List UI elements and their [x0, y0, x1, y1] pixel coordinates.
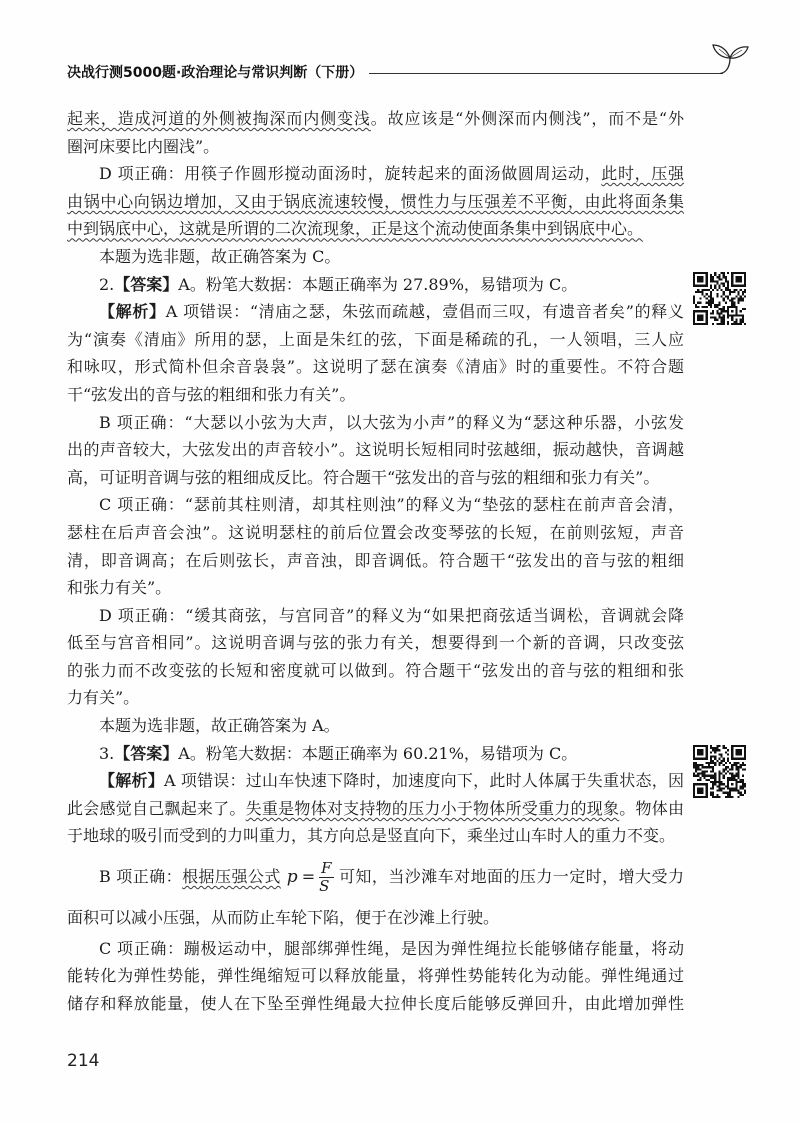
text-line: 干“弦发出的音与弦的粗细和张力有关”。	[67, 384, 356, 404]
paragraph	[67, 712, 684, 740]
question-number: 2.	[99, 274, 115, 294]
paragraph	[67, 105, 684, 160]
text-line	[67, 767, 684, 795]
paragraph	[67, 491, 684, 601]
text-line	[67, 298, 684, 326]
answer-label: 【答案】	[114, 274, 179, 294]
underlined-text: 失重是物体对支持物的压力小于物体所受重力的现象	[245, 798, 620, 818]
analysis-label: 【解析】	[99, 771, 164, 791]
text-run: A 项错误：“清庙之瑟，朱弦而疏越，壹倡而三叹，有遗音者矣”的释义	[165, 302, 684, 322]
text-line	[67, 850, 684, 904]
page-number: 214	[67, 1051, 100, 1071]
answer-label: 【答案】	[114, 743, 179, 763]
text-line: 的张力而不改变弦的长短和密度就可以做到。符合题干“弦发出的音与弦的粗细和张	[67, 660, 684, 680]
qr-code	[693, 272, 746, 325]
text-line: C 项正确：蹦极运动中，腿部绑弹性绳，是因为弹性绳拉长能够储存能量，将动	[99, 938, 684, 958]
text-line: 低至与宫音相同”。这说明音调与弦的张力有关，想要得到一个新的音调，只改变弦	[67, 633, 684, 653]
formula-equals: =	[301, 867, 316, 887]
underlined-text: 中到锅底中心，这就是所谓的二次流现象，正是这个流动使面条集中到锅底中心。	[67, 219, 644, 239]
underlined-text: 根据压强公式	[182, 867, 281, 887]
text-run: D 项正确：用筷子作圆形搅动面汤时，旋转起来的面汤做圆周运动，	[99, 164, 602, 184]
header-rule	[369, 73, 723, 74]
pressure-formula	[286, 859, 334, 896]
underlined-text: 起来，造成河道的外侧被掏深而内侧变浅	[67, 109, 371, 128]
fraction-numerator: F	[321, 859, 332, 878]
analysis-label: 【解析】	[99, 302, 166, 322]
text-line: 于地球的吸引而受到的力叫重力，其方向总是竖直向下，乘坐过山车时人的重力不变。	[67, 826, 676, 846]
fraction-denominator: S	[319, 877, 330, 896]
text-line: 为“演奏《清庙》所用的瑟，上面是朱红的弦，下面是稀疏的孔，一人领唱，三人应	[67, 329, 684, 349]
text-line: 能转化为弹性势能，弹性绳缩短可以释放能量，将弹性势能转化为动能。弹性绳通过	[67, 966, 684, 986]
sprout-icon	[700, 36, 752, 78]
text-line: 瑟柱在后声音会浊”。这说明瑟柱的前后位置会改变琴弦的长短，在前则弦短，声音	[67, 522, 684, 542]
paragraph	[67, 850, 684, 932]
body-text	[67, 105, 684, 1017]
paragraph	[67, 602, 684, 712]
qr-code	[693, 745, 746, 798]
text-line: B 项正确：“大瑟以小弦为大声，以大弦为小声”的释义为“瑟这种乐器，小弦发	[99, 412, 684, 432]
underlined-text: 由锅中心向锅边增加，又由于锅底流速较慢，惯性力与压强差不平衡，由此将面条集	[67, 191, 684, 211]
text-line: 高，可证明音调与弦的粗细成反比。符合题干“弦发出的音与弦的粗细和张力有关”。	[67, 467, 660, 487]
paragraph	[67, 935, 684, 1018]
fraction	[319, 860, 333, 895]
text-line: 储存和释放能量，使人在下坠至弹性绳最大拉伸长度后能够反弹回升，由此增加弹性	[67, 993, 684, 1013]
text-run: B 项正确：	[99, 867, 183, 887]
formula-lhs: p	[286, 867, 298, 888]
text-line: 出的声音较大，大弦发出的声音较小”。这说明长短相同时弦越细，振动越快，音调越	[67, 440, 684, 460]
text-line: 圈河床要比内圈浅”。	[67, 136, 220, 156]
underlined-text: 此时，压强	[601, 164, 684, 184]
text-line: 和张力有关”。	[67, 578, 172, 598]
paragraph	[67, 409, 684, 492]
text-line	[67, 215, 684, 243]
text-line: 本题为选非题，故正确答案为 C。	[99, 246, 341, 266]
text-line: C 项正确：“瑟前其柱则清，却其柱则浊”的释义为“垫弦的瑟柱在前声音会清，	[99, 495, 684, 515]
text-line	[67, 188, 684, 216]
text-line: 和咏叹，形式简朴但余音袅袅”。这说明了瑟在演奏《清庙》时的重要性。不符合题	[67, 357, 684, 377]
paragraph	[67, 740, 684, 768]
text-run: 。故应该是“外侧深而内侧浅”，而不是“外	[370, 109, 684, 128]
text-line: D 项正确：“缓其商弦，与宫同音”的释义为“如果把商弦适当调松，音调就会降	[99, 605, 684, 625]
question-number: 3.	[99, 743, 115, 763]
text-run: A 项错误：过山车快速下降时，加速度向下，此时人体属于失重状态，因	[163, 771, 684, 791]
text-line	[67, 160, 684, 188]
running-header	[67, 62, 363, 84]
text-run: 此会感觉自己飘起来了。	[67, 798, 246, 818]
text-run: 。物体由	[619, 798, 684, 818]
paragraph	[67, 271, 684, 299]
text-line	[67, 105, 684, 133]
text-line	[67, 740, 684, 768]
text-line	[67, 795, 684, 823]
paragraph	[67, 160, 684, 243]
text-line: 面积可以减小压强，从而防止车轮下陷，便于在沙滩上行驶。	[67, 908, 500, 928]
text-line: 本题为选非题，故正确答案为 A。	[99, 716, 340, 736]
book-title: 决战行测5000题·政治理论与常识判断（下册）	[67, 65, 364, 81]
paragraph	[67, 243, 684, 271]
text-run: A。粉笔大数据：本题正确率为 60.21%，易错项为 C。	[178, 743, 578, 763]
paragraph	[67, 767, 684, 850]
text-run: A。粉笔大数据：本题正确率为 27.89%，易错项为 C。	[178, 274, 578, 294]
text-line: 力有关”。	[67, 688, 140, 708]
text-line	[67, 271, 684, 299]
paragraph	[67, 298, 684, 408]
text-line: 清，即音调高；在后则弦长，声音浊，即音调低。符合题干“弦发出的音与弦的粗细	[67, 550, 684, 570]
text-run: 可知，当沙滩车对地面的压力一定时，增大受力	[338, 867, 684, 887]
